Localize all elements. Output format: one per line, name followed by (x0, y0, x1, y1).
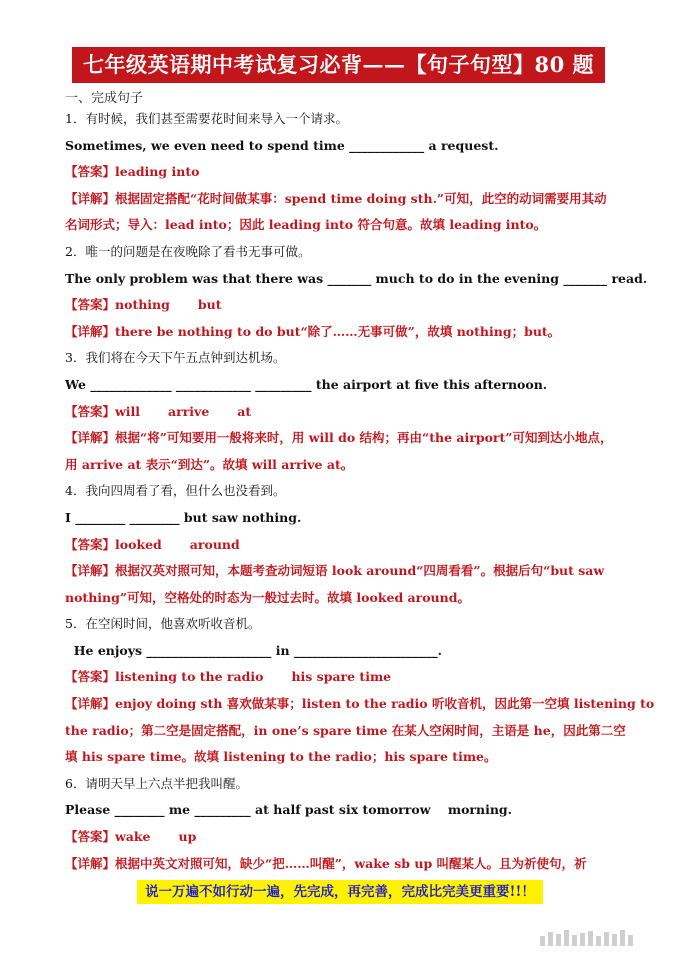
motivation-banner: 说一万遍不如行动一遍，先完成，再完善，完成比完美更重要!!！ (137, 880, 543, 904)
line-text: 3．我们将在今天下午五点钟到达机场。 (65, 350, 286, 366)
explanation-line (65, 186, 620, 213)
line-text: 填 his spare time。故填 listening to the radio；his spare time。 (65, 749, 497, 765)
line-text: the radio；第二空是固定搭配，in one’s spare time 在某人空闲时间，主语是 he，因此第二空 (65, 722, 626, 738)
line-text: 根据“将”可知要用一般将来时，用 will do 结构；再由“the airport”可知到达小地点， (115, 430, 613, 446)
explanation-line (65, 425, 620, 452)
explanation-line (65, 452, 620, 479)
question-english (65, 797, 620, 824)
answer-tag: 【答案】 (65, 536, 116, 552)
explanation-tag: 【详解】 (65, 855, 116, 871)
answer-text: but (197, 297, 222, 313)
explanation-tag: 【详解】 (65, 696, 116, 712)
answer-tag: 【答案】 (65, 403, 116, 419)
answer-tag: 【答案】 (65, 669, 116, 685)
answer-line (65, 664, 620, 691)
answer-line (65, 824, 620, 851)
question-list (65, 106, 655, 877)
answer-tag: 【答案】 (65, 297, 116, 313)
explanation-line (65, 558, 620, 585)
line-text: 用 arrive at 表示“到达”。故填 will arrive at。 (65, 456, 354, 472)
line-text: 2．唯一的问题是在夜晚除了看书无事可做。 (65, 243, 311, 259)
section-heading: 一、完成句子 (65, 91, 144, 106)
line-text: Please ________ me _________ at half past six tomorrow morning. (65, 802, 513, 818)
watermark-bars-icon (540, 930, 633, 946)
explanation-tag: 【详解】 (65, 190, 116, 206)
answer-text: nothing (115, 297, 170, 313)
answer-text: looked (115, 536, 162, 552)
line-text: there be nothing to do but“除了……无事可做”，故填 nothing；but。 (115, 323, 561, 339)
question-english (65, 372, 620, 399)
answer-text: up (178, 829, 197, 845)
line-text: The only problem was that there was _______ much to do in the evening _______ read. (65, 270, 648, 286)
answer-tag: 【答案】 (65, 164, 116, 180)
question-english (65, 505, 620, 532)
line-text: He enjoys ____________________ in _______________________. (65, 642, 443, 658)
explanation-line (65, 744, 620, 771)
answer-tag: 【答案】 (65, 829, 116, 845)
line-text: 5．在空闲时间，他喜欢听收音机。 (65, 616, 261, 632)
question-chinese (65, 478, 620, 505)
answer-text: will (115, 403, 141, 419)
question-chinese (65, 611, 620, 638)
line-text: 根据汉英对照可知，本题考查动词短语 look around“四周看看”。根据后句“but saw (115, 563, 605, 579)
explanation-line (65, 851, 620, 878)
explanation-line (65, 691, 655, 718)
explanation-tag: 【详解】 (65, 430, 116, 446)
explanation-line (65, 718, 626, 745)
question-english (65, 133, 620, 160)
explanation-line (65, 585, 620, 612)
answer-text: listening to the radio (115, 669, 264, 685)
explanation-tag: 【详解】 (65, 323, 116, 339)
question-english (65, 638, 620, 665)
answer-line (65, 159, 620, 186)
line-text: 根据固定搭配“花时间做某事：spend time doing sth.”可知，此空的动词需要用其动 (115, 190, 607, 206)
answer-text: at (237, 403, 252, 419)
answer-text: wake (115, 829, 151, 845)
explanation-tag: 【详解】 (65, 563, 116, 579)
answer-line (65, 292, 620, 319)
line-text: nothing”可知，空格处的时态为一般过去时。故填 looked around。 (65, 589, 470, 605)
question-english (65, 266, 648, 293)
question-chinese (65, 239, 620, 266)
answer-text: his spare time (291, 669, 392, 685)
line-text: I ________ ________ but saw nothing. (65, 509, 302, 525)
line-text: 4．我向四周看了看，但什么也没看到。 (65, 483, 286, 499)
question-chinese (65, 771, 620, 798)
answer-text: leading into (115, 164, 200, 180)
answer-text: arrive (168, 403, 210, 419)
answer-text: around (189, 536, 240, 552)
explanation-line (65, 319, 620, 346)
line-text: enjoy doing sth 喜欢做某事；listen to the radio 听收音机，因此第一空填 listening to (115, 696, 655, 712)
line-text: 6．请明天早上六点半把我叫醒。 (65, 775, 248, 791)
line-text: 1．有时候，我们甚至需要花时间来导入一个请求。 (65, 111, 348, 126)
explanation-line (65, 212, 620, 239)
page-title: 七年级英语期中考试复习必背——【句子句型】80 题 (72, 47, 605, 83)
answer-line (65, 399, 620, 426)
line-text: 根据中英文对照可知，缺少“把……叫醒”，wake sb up 叫醒某人。且为祈使句，祈 (115, 855, 587, 871)
question-chinese (65, 106, 620, 133)
line-text: 名词形式；导入：lead into；因此 leading into 符合句意。故填 leading into。 (65, 217, 547, 233)
line-text: Sometimes, we even need to spend time ____________ a request. (65, 137, 499, 153)
line-text: We _____________ ____________ _________ the airport at five this afternoon. (65, 376, 548, 392)
answer-line (65, 532, 620, 559)
question-chinese (65, 345, 620, 372)
